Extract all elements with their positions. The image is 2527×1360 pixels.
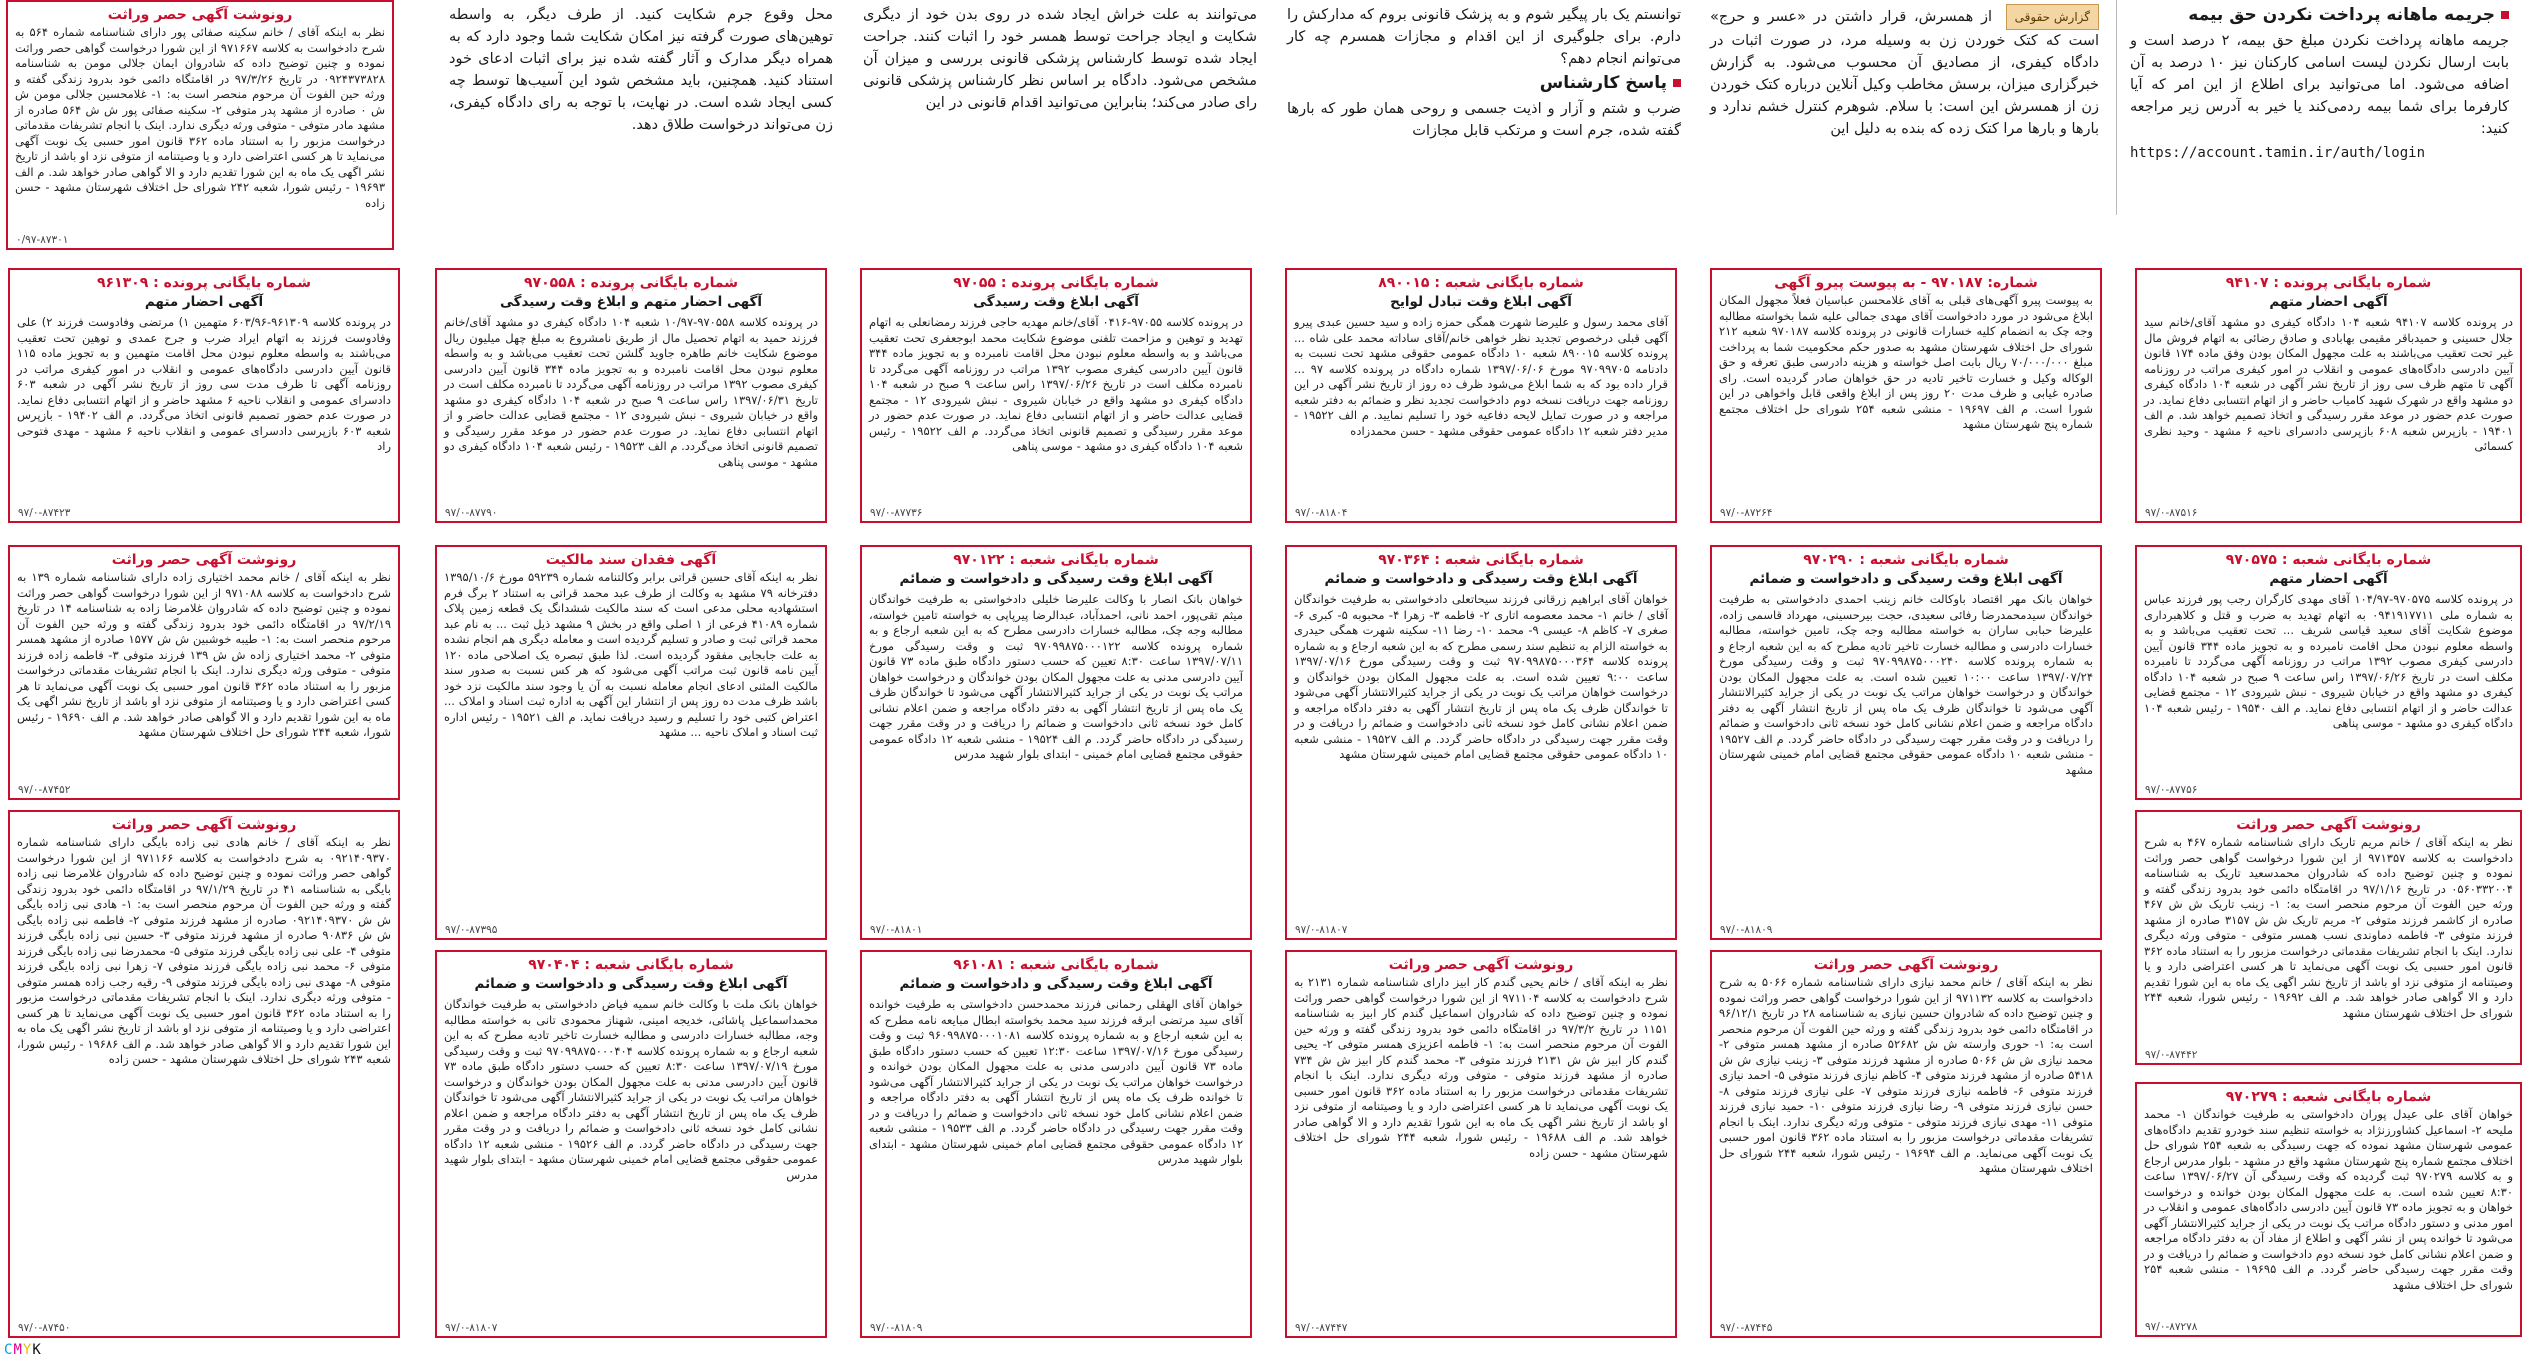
column-divider	[2116, 0, 2117, 215]
ad-code: ۹۷/۰-۸۱۸۰۷	[1295, 924, 1348, 936]
ad-code: ۹۷/۰-۸۱۸۰۱	[870, 924, 923, 936]
ad-title: شماره بایگانی شعبه : ۸۹۰۰۱۵	[1378, 275, 1584, 291]
ad-code: ۹۷/۰-۸۷۷۳۶	[870, 507, 923, 519]
ad-box	[8, 268, 400, 523]
ad-body: نظر به اینکه آقای / خانم سکینه صفائی پور دارای شناسنامه شماره ۵۶۴ به شرح دادخواست به کلاسه ۹۷۱۶۶۷ از این شورا درخواست گواهی حصر وراثت نموده و چنین توضیح داده که شادروان ایمان جلالی مومن به شناسنامه ۰۹۲۴۳۷۳۸۲۸ در تاریخ ۹۷/۳/۲۶ در اقامتگاه دائمی خود بدرود زندگی گفته و ورثه حین الفوت آن مرحوم منحصر است به: ۱- غلامحسین جلالی مومن ش ش ۰ صادره از مشهد پدر متوفی ۲- سکینه صفائی پور ش ش ۵۶۴ صادره از مشهد مادر متوفی - متوفی ورثه دیگری ندارد. اینک با انجام تشریفات مقدماتی درخواست مزبور را به استناد ماده ۳۶۲ قانون امور حسبی یک نوبت آگهی می‌نماید تا هر کسی اعتراضی دارد و یا وصیتنامه از متوفی نزد او باشد از تاریخ نشر اگهی یک ماه به این شورا تقدیم دارد و الا گواهی صادر خواهد شد. م الف ۱۹۶۹۳ - رئیس شورا، شعبه ۲۴۲ شورای حل اختلاف شهرستان مشهد - حسن زاده	[15, 25, 386, 210]
ad-body: در پرونده کلاسه ۹۶۱۳۰۹-۶۰۳/۹۶ متهمین ۱) مرتضی وفادوست فرزند ۲) علی وفادوست فرزند به اتهام ایراد ضرب و جرح عمدی و توهین تحت تعقیب می‌باشند به واسطه معلوم نبودن محل اقامت متهمین و به تجویز ماده ۱۱۵ قانون آیین دادرسی دادگاه‌های عمومی و انقلاب در امور کیفری مراتب در روزنامه آگهی تا ظرف مدت سی روز از تاریخ نشر آگهی در شعبه ۶۰۳ دادسرای عمومی و انقلاب ناحیه ۶ مشهد حاضر و از اتهام انتسابی دفاع نماید. در صورت عدم حضور تصمیم قانونی اتخاذ می‌گردد. م الف ۱۹۴۰۲ - بازپرس شعبه ۶۰۳ بازپرسی دادسرای عمومی و انقلاب ناحیه ۶ مشهد - مهدی فتوحی راد	[17, 315, 392, 453]
ad-box	[8, 810, 400, 1338]
news-text-answer: ضرب و شتم و آزار و اذیت جسمی و روحی همان طور که بارها گفته شده، جرم است و مرتکب قابل مجازات	[1287, 101, 1681, 139]
ad-body: خواهان آقای ابراهیم زرقانی فرزند سیحاتعلی دادخواستی به طرفیت خواندگان آقای / خانم ۱- محمد معصومه اتاری ۲- فاطمه ۳- زهرا ۴- محبوبه ۵- کبری ۶- صغری ۷- کاظم ۸- عیسی ۹- محمد ۱۰- رضا ۱۱- سکینه شهرت همگی حیدری به خواسته الزام به تنظیم سند رسمی مطرح که به این شعبه ارجاع و به شماره پرونده کلاسه ۹۷۰۹۹۸۷۵۰۰۰۳۶۴ ثبت و وقت رسیدگی مورخ ۱۳۹۷/۰۷/۱۶ ساعت ۹:۰۰ تعیین شده است. به علت مجهول المکان بودن خواندگان و درخواست خواهان مراتب یک نوبت در یکی از جراید کثیرالانتشار آگهی می‌شود تا خواندگان ظرف یک ماه پس از تاریخ انتشار آگهی به دفتر دادگاه مراجعه و ضمن اعلام نشانی کامل خود نسخه ثانی دادخواست و ضمائم را دریافت و در وقت مقرر جهت رسیدگی در دادگاه حاضر گردد. م الف ۱۹۵۲۷ - منشی شعبه ۱۰ دادگاه عمومی حقوقی مجتمع قضایی امام خمینی شهرستان مشهد	[1294, 592, 1668, 761]
ad-body: خواهان آقای علی عیدل پوران دادخواستی به طرفیت خواندگان ۱- محمد ملیحه ۲- اسماعیل کشاورزنژاد به خواسته تنظیم سند خودرو تقدیم دادگاه‌های عمومی شهرستان مشهد نموده که جهت رسیدگی به شعبه ۲۵۴ شورای حل اختلاف مجتمع شماره پنج شهرستان مشهد واقع در مشهد - بلوار مدرس ارجاع و به کلاسه ۹۷۰۲۷۹ ثبت گردیده که وقت رسیدگی آن ۱۳۹۷/۰۶/۲۷ ساعت ۸:۳۰ تعیین شده است. به علت مجهول المکان بودن خوانده و درخواست خواهان و به تجویز ماده ۷۳ قانون آیین دادرسی دادگاه‌های عمومی و انقلاب در امور مدنی و دستور دادگاه مراتب یک نوبت در یکی از جراید کثیرالانتشار آگهی می‌شود تا خوانده پس از نشر آگهی و اطلاع از مفاد آن به دفتر دادگاه مراجعه و ضمن اعلام نشانی کامل خود نسخه دوم دادخواست و ضمائم را دریافت و در وقت مقرر جهت رسیدگی حاضر گردد. م الف ۱۹۶۹۵ - منشی شعبه ۲۵۴ شورای حل اختلاف مشهد	[2144, 1107, 2514, 1292]
news-heading-insurance: جریمه ماهانه پرداخت نکردن حق بیمه	[2130, 4, 2509, 26]
ad-body: در پرونده کلاسه ۹۴۱۰۷ شعبه ۱۰۴ دادگاه کیفری دو مشهد آقای/خانم سید جلال حسینی و حمیدباقر مقیمی بهابادی و صادق رضائی به اتهام فروش مال غیر تحت تعقیب می‌باشند به علت مجهول المکان بودن وفق ماده ۱۷۴ قانون آیین دادرسی دادگاه‌های عمومی و انقلاب در امور کیفری مراتب در روزنامه آگهی تا متهم ظرف سی روز از تاریخ نشر آگهی در شعبه ۱۰۴ دادگاه کیفری دو مشهد واقع در شهرک شهید کامیاب حاضر و از اتهام انتسابی دفاع نماید. در صورت عدم حضور در موعد مقرر رسیدگی و اتخاذ تصمیم خواهد شد. م الف ۱۹۴۰۱ - بازپرس شعبه ۶۰۸ بازپرسی دادسرای ناحیه ۶ مشهد - وحید نظری کسمائی	[2144, 315, 2513, 453]
ad-code: ۹۷/۰-۸۱۸۰۹	[870, 1322, 923, 1334]
ad-box	[1285, 545, 1677, 940]
ad-body: در پرونده کلاسه ۹۷۰۵۵۸-۱۰/۹۷ شعبه ۱۰۴ دادگاه کیفری دو مشهد آقای/خانم فرزند حمید به اتهام تحصیل مال از طریق نامشروع به مبلغ چهل میلیون ریال موضوع شکایت خانم طاهره جاوید گلشن تحت تعقیب می‌باشد و به واسطه معلوم نبودن محل اقامت نامبرده و به تجویز ماده ۳۴۴ قانون آیین دادرسی کیفری مصوب ۱۳۹۲ مراتب در روزنامه آگهی می‌گردد تا نامبرده مکلف است در تاریخ ۱۳۹۷/۰۶/۳۱ راس ساعت ۹ صبح در شعبه ۱۰۴ دادگاه کیفری دو مشهد واقع در خیابان شیروی - نبش شیرودی ۱۲ - مجتمع قضایی عدالت حاضر و از اتهام انتسابی دفاع نماید. در صورت عدم حضور در موعد مقرر رسیدگی و تصمیم قانونی اتخاذ می‌گردد. م الف ۱۹۵۲۳ - رئیس شعبه ۱۰۴ دادگاه کیفری دو مشهد - موسی پناهی	[444, 315, 819, 469]
ad-box	[435, 545, 827, 940]
ad-body: خواهان بانک انصار با وکالت علیرضا خلیلی دادخواستی به طرفیت خواندگان میثم تقی‌پور، احمد نانی، احمدآباد، عبدالرضا پیرپاپی به خواسته تامین خواسته، مطالبه وجه چک، مطالبه خسارات دادرسی مطرح که به این شعبه ارجاع و به شماره پرونده کلاسه ۹۷۰۹۹۸۷۵۰۰۰۱۲۲ ثبت و وقت رسیدگی مورخ ۱۳۹۷/۰۷/۱۱ ساعت ۸:۳۰ تعیین که حسب دستور دادگاه طبق ماده ۷۳ قانون آیین دادرسی مدنی به علت مجهول المکان بودن خواندگان و درخواست خواهان مراتب یک نوبت در یکی از جراید کثیرالانتشار آگهی می‌شود تا خواندگان ظرف یک ماه پس از تاریخ انتشار آگهی به دفتر دادگاه مراجعه و ضمن اعلام نشانی کامل خود نسخه ثانی دادخواست و ضمائم را دریافت و در وقت مقرر جهت رسیدگی در دادگاه حاضر گردد. م الف ۱۹۵۲۴ - منشی شعبه ۱۲ دادگاه عمومی حقوقی مجتمع قضایی امام خمینی - ابتدای بلوار شهید مدرس	[869, 592, 1244, 761]
ad-title: شماره بایگانی شعبه : ۹۷۰۵۷۵	[2225, 552, 2432, 568]
ad-box	[8, 545, 400, 800]
news-text-final: محل وقوع جرم شکایت کنید. از طرف دیگر، به واسطه توهین‌های صورت گرفته نیز امکان شکایت شما وجود دارد که به همراه دیگر مدارک و آثار گفته شده نیز برای اثبات ادعای خود استناد کنید. همچنین، باید مشخص شود این آسیب‌ها توسط چه کسی ایجاد شده است. در نهایت، با توجه به رای دادگاه کیفری، زن می‌تواند درخواست طلاق دهد.	[449, 7, 833, 133]
ad-code: ۹۷/۰-۸۷۳۹۵	[445, 924, 498, 936]
ad-box	[2135, 1082, 2522, 1337]
ad-title: رونوشت آگهی حصر وراثت	[111, 817, 297, 833]
ad-code: ۹۷/۰-۸۷۵۱۶	[2145, 507, 2198, 519]
ad-code: ۹۷/۰-۸۷۷۹۰	[445, 507, 498, 519]
ad-code: ۹۷/۰-۸۷۴۵۲	[18, 784, 71, 796]
news-text-question: توانستم یک بار پیگیر شوم و به پزشک قانونی بروم که مدارکش را دارم. برای جلوگیری از این اقدام و مجازات همسرم چه کار می‌توانم انجام دهم؟	[1287, 7, 1681, 67]
legal-report-tag: گزارش حقوقی	[2006, 4, 2099, 30]
ad-code: ۹۷/۰-۸۷۴۵۰	[18, 1322, 71, 1334]
ad-code: ۹۷/۰-۸۷۲۶۴	[1720, 507, 1773, 519]
ad-subtitle: آگهی ابلاغ وقت تبادل لوایح	[1390, 294, 1572, 310]
cmyk-registration-mark: CMYK	[4, 1342, 42, 1358]
ad-box	[860, 268, 1252, 523]
ad-subtitle: آگهی ابلاغ وقت رسیدگی و دادخواست و ضمائم	[899, 571, 1213, 587]
ad-box	[860, 950, 1252, 1338]
ad-title: رونوشت آگهی حصر وراثت	[2236, 817, 2421, 833]
ad-title: شماره بایگانی شعبه : ۹۷۰۴۰۴	[528, 957, 734, 973]
ad-title: شماره: ۹۷۰۱۸۷ - به پیوست پیرو آگهی	[1774, 275, 2038, 291]
ad-title: شماره بایگانی پرونده : ۹۷۰۵۵۸	[524, 275, 738, 291]
ad-subtitle: آگهی احضار متهم	[2269, 571, 2388, 587]
news-text-continued: می‌توانند به علت خراش ایجاد شده در روی بدن خود از دیگری شکایت و ایجاد جراحت توسط همسر خود را اثبات کنند. جراحت ایجاد شده توسط کارشناس پزشکی قانونی بررسی و میزان آن مشخص می‌شود. دادگاه بر اساس نظر کارشناس پزشکی قانونی رای صادر می‌کند؛ بنابراین می‌توانید اقدام قانونی در این	[863, 7, 1257, 111]
ad-title: شماره بایگانی شعبه : ۹۶۱۰۸۱	[953, 957, 1159, 973]
ad-title: رونوشت آگهی حصر وراثت	[107, 7, 293, 23]
ad-title: شماره بایگانی پرونده : ۹۶۱۳۰۹	[97, 275, 311, 291]
ad-title: شماره بایگانی پرونده : ۹۷۰۵۵	[953, 275, 1159, 291]
ad-subtitle: آگهی ابلاغ وقت رسیدگی	[973, 294, 1139, 310]
ad-body: نظر به اینکه آقای / خانم هادی نبی زاده بایگی دارای شناسنامه شماره ۰۹۲۱۴۰۹۳۷۰ به شرح دادخواست به کلاسه ۹۷۱۱۶۶ از این شورا درخواست گواهی حصر وراثت نموده و چنین توضیح داده که شادروان غلامرضا نبی زاده بایگی به شناسنامه ۴۱ در تاریخ ۹۷/۱/۲۹ در اقامتگاه دائمی خود بدرود زندگی گفته و ورثه حین الفوت آن مرحوم منحصر است به: ۱- هادی نبی زاده بایگی ش ش ۰۹۲۱۴۰۹۳۷۰ صادره از مشهد فرزند متوفی ۲- فاطمه نبی زاده بایگی ش ش ۹۰۸۳۶ صادره از مشهد فرزند متوفی ۳- حسین نبی زاده بایگی فرزند متوفی ۴- علی نبی زاده بایگی فرزند متوفی ۵- محمدرضا نبی زاده بایگی فرزند متوفی ۶- محمد نبی زاده بایگی فرزند متوفی ۷- زهرا نبی زاده بایگی فرزند متوفی ۸- مهدی نبی زاده بایگی فرزند متوفی ۹- رقیه رجب زاده همسر متوفی - متوفی ورثه دیگری ندارد. اینک با انجام تشریفات مقدماتی درخواست مزبور را به استناد ماده ۳۶۲ قانون امور حسبی یک نوبت آگهی می‌نماید تا هر کسی اعتراضی دارد و یا وصیتنامه از متوفی نزد او باشد از تاریخ نشر اگهی یک ماه به این شورا تقدیم دارد و الا گواهی صادر خواهد شد. م الف ۱۹۶۸۶ - رئیس شورا، شعبه ۲۴۳ شورای حل اختلاف شهرستان مشهد - حسن زاده	[17, 835, 392, 1066]
ad-subtitle: آگهی احضار متهم	[2269, 294, 2388, 310]
ad-code: ۰/۹۷-۸۷۳۰۱	[16, 234, 69, 246]
ad-code: ۹۷/۰-۸۷۴۴۵	[1720, 1322, 1773, 1334]
ad-box	[2135, 810, 2522, 1065]
ad-body: در پرونده کلاسه ۹۷۰۵۵-۰۴۱۶ آقای/خانم مهدیه حاجی فرزند رمضانعلی به اتهام تهدید و توهین و مزاحمت تلفنی موضوع شکایت محمد ابوجعفری تحت تعقیب می‌باشد و به واسطه معلوم نبودن محل اقامت نامبرده و به تجویز ماده ۳۴۴ قانون آیین دادرسی کیفری مصوب ۱۳۹۲ مراتب در روزنامه آگهی می‌گردد تا نامبرده مکلف است در تاریخ ۱۳۹۷/۰۶/۲۶ راس ساعت ۹ صبح در شعبه ۱۰۴ دادگاه کیفری دو مشهد واقع در خیابان شیروی - نبش شیرودی ۱۲ - مجتمع قضایی عدالت حاضر و از اتهام انتسابی دفاع نماید. در صورت عدم حضور در موعد مقرر رسیدگی و تصمیم قانونی اتخاذ می‌گردد. م الف ۱۹۵۲۲ - رئیس شعبه ۱۰۴ دادگاه کیفری دو مشهد - موسی پناهی	[869, 315, 1244, 453]
ad-code: ۹۷/۰-۸۷۴۲۳	[18, 507, 71, 519]
ad-box	[435, 950, 827, 1338]
ad-body: آقای محمد رسول و علیرضا شهرت همگی حمزه زاده و سید حسین عبدی پیرو آگهی قبلی درخصوص تجدید نظر خواهی خانم/آقای ساداته محمد علی شاه ... پرونده کلاسه ۸۹۰۰۱۵ شعبه ۱۰ دادگاه عمومی حقوقی مشهد تحت نسبت به دادنامه ۹۷۰۹۹۷۰۵ مورخ ۱۳۹۷/۰۶/۰۶ شماره دادگاه در پرونده کلاسه ۹۷ ... قرار داده بود که به شما ابلاغ می‌شود ظرف ده روز از تاریخ نشر آگهی در این روزنامه جهت دریافت نسخه دوم دادخواست تجدید نظر و ضمائم به دفتر شعبه مراجعه و در صورت تمایل لایحه دفاعیه خود را تسلیم نمایید. م الف ۱۹۵۲۲ - مدیر دفتر شعبه ۱۲ دادگاه عمومی حقوقی مشهد - حسن محمدزاده	[1294, 315, 1669, 438]
ad-subtitle: آگهی احضار متهم و ابلاغ وقت رسیدگی	[499, 294, 763, 310]
ad-body: نظر به اینکه آقای / خانم یحیی گندم کار ابیز دارای شناسنامه شماره ۲۱۳۱ به شرح دادخواست به کلاسه ۹۷۱۱۰۴ از این شورا درخواست گواهی حصر وراثت نموده و چنین توضیح داده که شادروان اسماعیل گندم کار ابیز به شناسنامه ۱۱۵۱ در تاریخ ۹۷/۳/۲ در اقامتگاه دائمی خود بدرود زندگی گفته و ورثه حین الفوت آن مرحوم منحصر است به: ۱- فاطمه اعزیزی همسر متوفی ۲- یحیی گندم کار ابیز ش ش ۲۱۳۱ فرزند متوفی ۳- محمد گندم کار ابیز ش ش ۷۳۴ صادره از مشهد فرزند متوفی - متوفی ورثه دیگری ندارد. اینک با انجام تشریفات مقدماتی درخواست مزبور را به استناد ماده ۳۶۲ قانون امور حسبی یک نوبت آگهی می‌نماید تا هر کسی اعتراضی دارد و یا وصیتنامه از متوفی نزد او باشد از تاریخ نشر اگهی یک ماه به این شورا تقدیم دارد و الا گواهی صادر خواهد شد. م الف ۱۹۶۸۸ - رئیس شورا، شعبه ۲۴۴ شورای حل اختلاف شهرستان مشهد - حسن زاده	[1294, 975, 1669, 1160]
ad-title: شماره بایگانی پرونده : ۹۴۱۰۷	[2225, 275, 2432, 291]
ad-subtitle: آگهی ابلاغ وقت رسیدگی و دادخواست و ضمائم	[474, 976, 788, 992]
ad-subtitle: آگهی احضار متهم	[144, 294, 264, 310]
ad-title: رونوشت آگهی حصر وراثت	[111, 552, 297, 568]
ad-title: شماره بایگانی شعبه : ۹۷۰۳۶۴	[1378, 552, 1584, 568]
ad-box	[1710, 950, 2102, 1338]
ad-body: نظر به اینکه آقای / خانم محمد نیازی دارای شناسنامه شماره ۵۰۶۶ به شرح دادخواست به کلاسه ۹۷۱۱۳۲ از این شورا درخواست گواهی حصر وراثت نموده و چنین توضیح داده که شادروان حسین نیازی به شناسنامه ۲۸ در تاریخ ۹۶/۱۲/۱ در اقامتگاه دائمی خود بدرود زندگی گفته و ورثه حین الفوت آن مرحوم منحصر است به: ۱- حوری وارسته ش ش ۵۲۶۸۲ صادره از مشهد همسر متوفی ۲- محمد نیازی ش ش ۵۰۶۶ صادره از مشهد فرزند متوفی ۳- زینب نیازی ش ش ۵۴۱۸ صادره از مشهد فرزند متوفی ۴- کاظم نیازی فرزند متوفی ۵- احمد نیازی فرزند متوفی ۶- فاطمه نیازی فرزند متوفی ۷- علی نیازی فرزند متوفی ۸- حسن نیازی فرزند متوفی ۹- رضا نیازی فرزند متوفی ۱۰- حمید نیازی فرزند متوفی ۱۱- مهدی نیازی فرزند متوفی - متوفی ورثه دیگری ندارد. اینک با انجام تشریفات مقدماتی درخواست مزبور را به استناد ماده ۳۶۲ قانون امور حسبی یک نوبت آگهی می‌نماید. م الف ۱۹۶۹۴ - رئیس شورا، شعبه ۲۴۴ شورای حل اختلاف شهرستان مشهد	[1719, 975, 2094, 1175]
ad-code: ۹۷/۰-۸۷۲۷۸	[2145, 1321, 2198, 1333]
ad-title: رونوشت آگهی حصر وراثت	[1388, 957, 1574, 973]
ad-box	[2135, 268, 2522, 523]
ad-body: نظر به اینکه آقای / خانم محمد اختیاری زاده دارای شناسنامه شماره ۱۳۹ به شرح دادخواست به کلاسه ۹۷۱۰۸۸ از این شورا درخواست گواهی حصر وراثت نموده و چنین توضیح داده که شادروان غلامرضا زاده به شناسنامه ۱۴ در تاریخ ۹۷/۲/۱۹ در اقامتگاه دائمی خود بدرود زندگی گفته و ورثه حین الفوت آن مرحوم منحصر است به: ۱- طیبه خوشبین ش ش ۱۵۷۷ صادره از مشهد همسر متوفی ۲- محمد اختیاری زاده ش ش ۱۳۹ فرزند متوفی ۳- فاطمه زاده فرزند متوفی - متوفی ورثه دیگری ندارد. اینک با انجام تشریفات مقدماتی درخواست مزبور را به استناد ماده ۳۶۲ قانون امور حسبی یک نوبت آگهی می‌نماید تا هر کسی اعتراضی دارد و یا وصیتنامه از متوفی نزد او باشد از تاریخ نشر اگهی یک ماه به این شورا تقدیم دارد و الا گواهی صادر خواهد شد. م الف ۱۹۶۹۰ - رئیس شورا، شعبه ۲۴۴ شورای حل اختلاف شهرستان مشهد	[17, 570, 392, 739]
ad-title: شماره بایگانی شعبه : ۹۷۰۱۲۲	[953, 552, 1159, 568]
news-col-insurance	[2122, 0, 2517, 215]
news-strip	[0, 0, 2527, 246]
ad-box-inheritance-top	[6, 0, 394, 250]
ad-body: خواهان آقای الهقلی رحمانی فرزند محمدحسن دادخواستی به طرفیت خوانده آقای سید مرتضی ابرقه فرزند سید محمد بخواسته ابطال مبایعه نامه مطرح که به این شعبه ارجاع و به شماره پرونده کلاسه ۹۶۰۹۹۸۷۵۰۰۰۱۰۸۱ ثبت و وقت رسیدگی مورخ ۱۳۹۷/۰۷/۱۶ ساعت ۱۲:۳۰ تعیین که حسب دستور دادگاه طبق ماده ۷۳ قانون آیین دادرسی مدنی به علت مجهول المکان بودن خوانده و درخواست خواهان مراتب یک نوبت در یکی از جراید کثیرالانتشار آگهی می‌شود تا خوانده ظرف یک ماه پس از تاریخ انتشار آگهی به دفتر دادگاه مراجعه و ضمن اعلام نشانی کامل خود نسخه ثانی دادخواست و ضمائم را دریافت و در وقت مقرر جهت رسیدگی در دادگاه حاضر گردد. م الف ۱۹۵۳۳ - منشی شعبه ۱۲ دادگاه عمومی حقوقی مجتمع قضایی امام خمینی شهرستان مشهد - ابتدای بلوار شهید مدرس	[869, 997, 1244, 1166]
ad-body: خواهان بانک ملت با وکالت خانم سمیه فیاض دادخواستی به طرفیت خواندگان محمداسماعیل پاشائی، خدیجه امینی، شهناز محمودی تانی به خواسته مطالبه وجه، مطالبه خسارات دادرسی و مطالبه خسارت تاخیر تادیه مطرح که به این شعبه ارجاع و به شماره پرونده کلاسه ۹۷۰۹۹۸۷۵۰۰۰۴۰۴ ثبت و وقت رسیدگی مورخ ۱۳۹۷/۰۷/۱۹ ساعت ۸:۳۰ تعیین که حسب دستور دادگاه طبق ماده ۷۳ قانون آیین دادرسی مدنی به علت مجهول المکان بودن خواندگان و درخواست خواهان مراتب یک نوبت در یکی از جراید کثیرالانتشار آگهی می‌شود تا خواندگان ظرف یک ماه پس از تاریخ انتشار آگهی به دفتر دادگاه مراجعه و ضمن اعلام نشانی کامل خود نسخه ثانی دادخواست و ضمائم را دریافت و در وقت مقرر جهت رسیدگی در دادگاه حاضر گردد. م الف ۱۹۵۲۶ - منشی شعبه ۱۲ دادگاه عمومی حقوقی مجتمع قضایی امام خمینی شهرستان مشهد - ابتدای بلوار شهید مدرس	[443, 997, 818, 1182]
news-text-report: از همسرش، قرار داشتن در «عسر و حرج» است که کتک خوردن زن به وسیله مرد، در صورت اثبات در دادگاه کیفری، از مصادیق آن محسوب می‌شود. به گزارش خبرگزاری میزان، برسش مخاطب وکیل آنلاین درباره کتک خوردن زن از همسرش این است: با سلام. شوهرم کنترل خشم ندارد و بارها و بارها مرا کتک زده که بنده به دلیل این	[1710, 9, 2099, 137]
ad-title: آگهی فقدان سند مالکیت	[545, 552, 717, 568]
ad-body: نظر به اینکه آقای / خانم مریم تاریک دارای شناسنامه شماره ۴۶۷ به شرح دادخواست به کلاسه ۹۷۱۳۵۷ از این شورا درخواست گواهی حصر وراثت نموده و چنین توضیح داده که شادروان محمدسعید تاریک به شناسنامه ۰۵۶۰۳۳۲۰۰۴ در تاریخ ۹۷/۱/۱۶ در اقامتگاه دائمی خود بدرود زندگی گفته و ورثه حین الفوت آن مرحوم منحصر است به: ۱- زینب تاریک ش ش ۴۶۷ صادره از کاشمر فرزند متوفی ۲- مریم تاریک ش ش ۳۱۵۷ صادره از مشهد فرزند متوفی ۳- فاطمه دماوندی نسب همسر متوفی - متوفی ورثه دیگری ندارد. اینک با انجام تشریفات مقدماتی درخواست مزبور را به استناد ماده ۳۶۲ قانون امور حسبی یک نوبت آگهی می‌نماید تا هر کسی اعتراضی دارد و یا وصیتنامه از متوفی نزد او باشد از تاریخ نشر اگهی یک ماه به این شورا تقدیم دارد و الا گواهی صادر خواهد شد. م الف ۱۹۶۹۲ - رئیس شورا، شعبه ۲۴۴ شورای حل اختلاف شهرستان مشهد	[2144, 835, 2513, 1020]
news-col-expert	[1279, 0, 1689, 215]
ad-code: ۹۷/۰-۸۱۸۰۴	[1295, 507, 1348, 519]
ad-code: ۹۷/۰-۸۷۴۴۲	[2145, 1049, 2198, 1061]
ad-title: شماره بایگانی شعبه : ۹۷۰۲۹۰	[1803, 552, 2009, 568]
ad-box	[435, 268, 827, 523]
news-col-final	[441, 0, 841, 215]
ad-subtitle: آگهی ابلاغ وقت رسیدگی و دادخواست و ضمائم	[899, 976, 1213, 992]
ad-title: رونوشت آگهی حصر وراثت	[1813, 957, 1999, 973]
ad-body: خواهان بانک مهر اقتصاد باوکالت خانم زینب احمدی دادخواستی به طرفیت خواندگان سیدمحمدرضا رفائی سعیدی، حجت بیرحسینی، مهرداد قاسمی زاده، علیرضا حبابی ساران به خواسته مطالبه وجه چک، تامین خواسته، مطالبه خسارات دادرسی و مطالبه خسارت تاخیر تادیه مطرح که به این شعبه ارجاع و به شماره پرونده کلاسه ۹۷۰۹۹۸۷۵۰۰۰۲۴۰ ثبت و وقت رسیدگی مورخ ۱۳۹۷/۰۷/۲۴ ساعت ۱۰:۰۰ تعیین شده است. به علت مجهول المکان بودن خواندگان و درخواست خواهان مراتب یک نوبت در یکی از جراید کثیرالانتشار آگهی می‌شود تا خواندگان ظرف یک ماه پس از تاریخ انتشار آگهی به دفتر دادگاه مراجعه و ضمن اعلام نشانی کامل خود نسخه ثانی دادخواست و ضمائم را دریافت و در وقت مقرر جهت رسیدگی در دادگاه حاضر گردد. م الف ۱۹۵۲۷ - منشی شعبه ۱۰ دادگاه عمومی حقوقی مجتمع قضایی امام خمینی شهرستان مشهد	[1719, 592, 2093, 777]
ad-box	[1285, 268, 1677, 523]
ad-code: ۹۷/۰-۸۱۸۰۷	[445, 1322, 498, 1334]
ad-box	[860, 545, 1252, 940]
news-text-insurance: جریمه ماهانه پرداخت نکردن مبلغ حق بیمه، ۲ درصد است و بابت ارسال نکردن لیست اسامی کارکنان نیز ۱۰ درصد به آن اضافه می‌شود. اما می‌توانید برای اطلاع از این امر که آیا کارفرما برای شما بیمه ردمی‌کند یا خیر به آدرس زیر مراجعه کنید:	[2130, 33, 2509, 137]
ad-body: به پیوست پیرو آگهی‌های قبلی به آقای غلامحسن عباسیان فعلاً مجهول المکان ابلاغ می‌شود در مورد دادخواست آقای مهدی جمالی علیه شما بخواسته مطالبه وجه چک به انضمام کلیه خسارات قانونی در پرونده کلاسه ۹۷۰۱۸۷ شعبه ۲۱۲ شورای حل اختلاف شهرستان مشهد به صدور حکم محکومیت شما به پرداخت مبلغ ۷۰/۰۰۰/۰۰۰ ریال بابت اصل خواسته و هزینه دادرسی طبق تعرفه و حق الوکاله وکیل و خسارت تاخیر تادیه در حق خواهان صادر گردیده است. رای صادره غیابی و ظرف مدت ۲۰ روز پس از ابلاغ واقعی قابل واخواهی در این شورا است. م الف ۱۹۶۹۷ - منشی شعبه ۲۵۴ شورای حل اختلاف مجتمع شماره پنج شهرستان مشهد	[1719, 293, 2093, 431]
news-heading-expert: پاسخ کارشناس	[1287, 72, 1681, 94]
ad-box	[2135, 545, 2522, 800]
ad-code: ۹۷/۰-۸۱۸۰۹	[1720, 924, 1773, 936]
news-col-report	[1702, 0, 2107, 215]
news-col-continued	[855, 0, 1265, 215]
ad-box	[1710, 545, 2102, 940]
ad-code: ۹۷/۰-۸۷۷۵۶	[2145, 784, 2198, 796]
tamin-url-link[interactable]: https://account.tamin.ir/auth/login	[2130, 145, 2426, 161]
ad-code: ۹۷/۰-۸۷۴۴۷	[1295, 1322, 1348, 1334]
ad-subtitle: آگهی ابلاغ وقت رسیدگی و دادخواست و ضمائم	[1324, 571, 1638, 587]
ad-body: در پرونده کلاسه ۹۷۰۵۷۵-۱۰۴/۹۷ آقای مهدی کارگران رجب پور فرزند عباس به شماره ملی ۰۹۴۱۹۱۷۷۱۱ به اتهام تهدید به ضرب و قتل و کلاهبرداری موضوع شکایت آقای سعید قیاسی شریف ... تحت تعقیب می‌باشد و به واسطه معلوم نبودن محل اقامت نامبرده و به تجویز ماده ۳۴۴ قانون آیین دادرسی کیفری مصوب ۱۳۹۲ مراتب در روزنامه آگهی می‌گردد تا نامبرده مکلف است در تاریخ ۱۳۹۷/۰۶/۲۶ راس ساعت ۹ صبح در شعبه ۱۰۴ دادگاه کیفری دو مشهد واقع در خیابان شیروی - نبش شیرودی ۱۲ - مجتمع قضایی عدالت حاضر و از اتهام انتسابی دفاع نماید. م الف ۱۹۵۴۰ - رئیس شعبه ۱۰۴ دادگاه کیفری دو مشهد - موسی پناهی	[2144, 592, 2514, 730]
ad-subtitle: آگهی ابلاغ وقت رسیدگی و دادخواست و ضمائم	[1749, 571, 2063, 587]
ad-box	[1710, 268, 2102, 523]
ad-box	[1285, 950, 1677, 1338]
ad-title: شماره بایگانی شعبه : ۹۷۰۲۷۹	[2225, 1089, 2432, 1105]
ad-body: نظر به اینکه آقای حسین قراتی برابر وکالتنامه شماره ۵۹۲۳۹ مورخ ۱۳۹۵/۱۰/۶ دفترخانه ۷۹ مشهد به وکالت از طرف عبد محمد قراتی به استناد ۲ برگ فرم استشهادیه محلی مدعی است که سند مالکیت ششدانگ یک قطعه زمین پلاک شماره ۴۱۰۸۹ فرعی از ۱ اصلی واقع در بخش ۹ مشهد ذیل ثبت ... به نام عبد محمد قراتی ثبت و صادر و تسلیم گردیده است و معامله دیگری هم انجام نشده به علت جابجایی مفقود گردیده است. لذا طبق تبصره یک اصلاحی ماده ۱۲۰ آیین نامه قانون ثبت مراتب آگهی می‌شود که هر کس نسبت به صدور سند مالکیت المثنی ادعای انجام معامله نسبت به آن یا وجود سند مالکیت نزد خود باشد ظرف مدت ده روز پس از انتشار این آگهی به اداره ثبت اسناد و املاک ... اعتراض کتبی خود را تسلیم و رسید دریافت نماید. م الف ۱۹۵۲۱ - رئیس اداره ثبت اسناد و املاک ناحیه ... مشهد	[444, 570, 818, 739]
